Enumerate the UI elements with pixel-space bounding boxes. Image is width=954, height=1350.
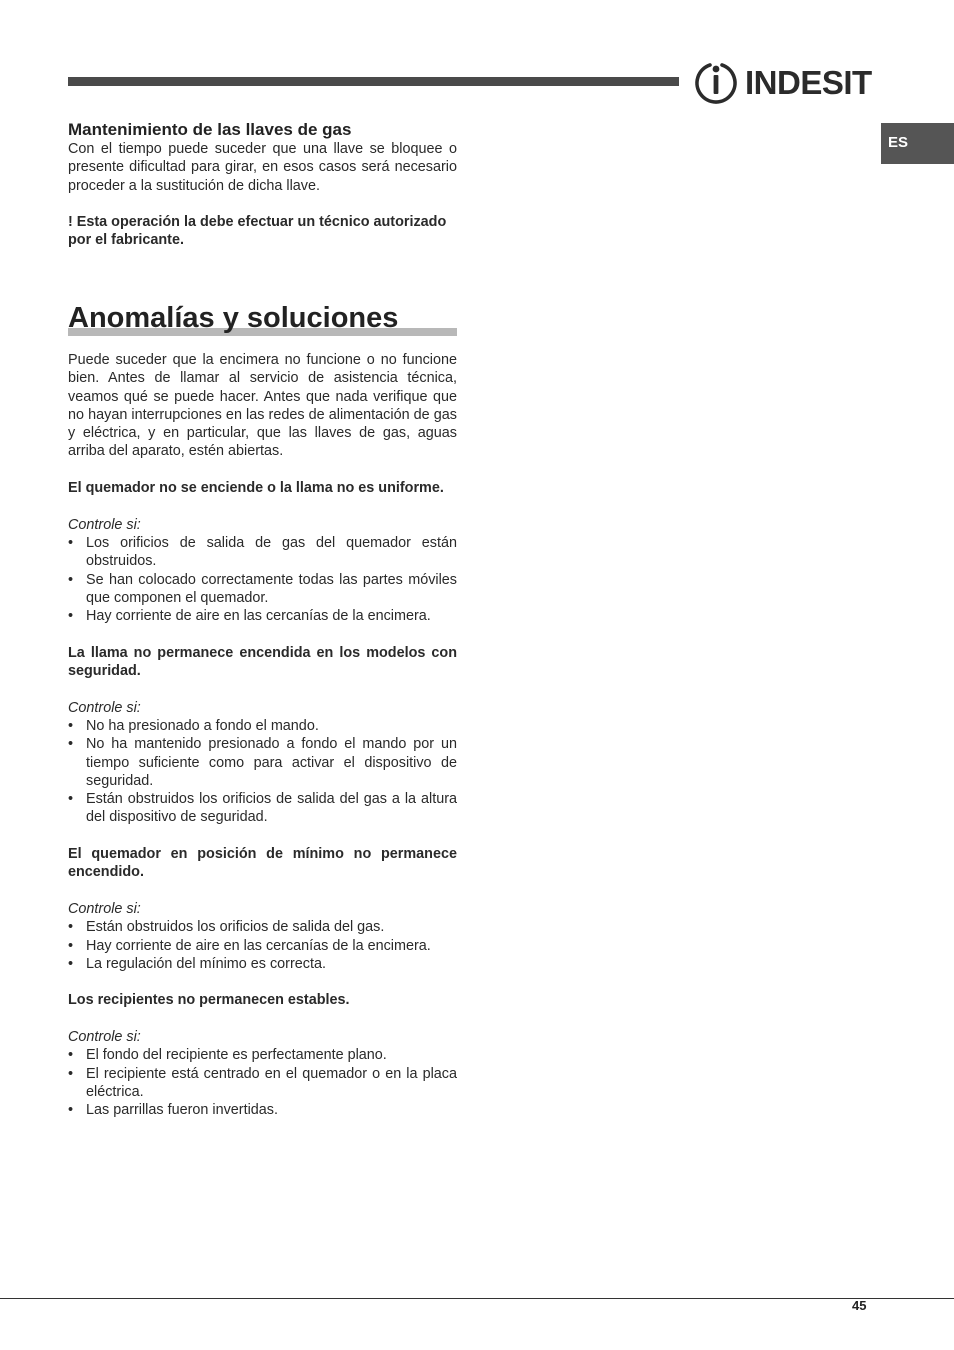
brand-name: INDESIT [745,63,872,101]
indesit-logo-icon [693,59,739,105]
check-item: • Las parrillas fueron invertidas. [68,1101,457,1119]
troubleshooting-section [68,351,457,1119]
check-list [68,918,457,973]
check-list [68,534,457,625]
check-label: Controle si: [68,699,141,716]
problem-title: El quemador en posición de mínimo no permanece encendido. [68,846,457,881]
problem-block [68,991,457,1119]
problem-block [68,644,457,827]
check-item: • Están obstruidos los orificios de salida del gas. [68,918,457,936]
page-number: 45 [852,1298,867,1313]
check-label: Controle si: [68,900,141,917]
problem-title: El quemador no se enciende o la llama no es uniforme. [68,480,444,497]
check-item: • La regulación del mínimo es correcta. [68,955,457,973]
check-item: • El recipiente está centrado en el quemador o en la placa eléctrica. [68,1065,457,1102]
check-label: Controle si: [68,516,141,533]
check-item: • Hay corriente de aire en las cercanías de la encimera. [68,937,457,955]
troubleshooting-intro: Puede suceder que la encimera no funcione o no funcione bien. Antes de llamar al servicio de asistencia técnica, veamos qué se puede hacer. Antes que nada verifique que no hayan interrupciones en las redes de alimentación de gas y eléctrica, y en particular, que las llaves de gas, aguas arriba del aparato, estén abiertas. [68,352,457,460]
check-label: Controle si: [68,1028,141,1045]
check-item: • Hay corriente de aire en las cercanías de la encimera. [68,607,457,625]
troubleshooting-heading: Anomalías y soluciones [68,302,399,334]
maintenance-section [68,140,457,250]
maintenance-warning: ! Esta operación la debe efectuar un técnico autorizado por el fabricante. [68,214,447,249]
brand-logo [693,58,872,106]
check-item: • El fondo del recipiente es perfectamente plano. [68,1046,457,1064]
problem-title: La llama no permanece encendida en los modelos con seguridad. [68,644,457,680]
check-list [68,1046,457,1119]
check-item: • No ha mantenido presionado a fondo el mando por un tiempo suficiente como para activar el dispositivo de seguridad. [68,735,457,790]
check-item: • Los orificios de salida de gas del quemador están obstruidos. [68,534,457,571]
maintenance-body: Con el tiempo puede suceder que una llave se bloquee o presente dificultad para girar, en esos casos será necesario proceder a la sustitución de dicha llave. [68,141,457,194]
header-rule [68,77,679,86]
check-item: • Se han colocado correctamente todas las partes móviles que componen el quemador. [68,571,457,608]
footer-rule [0,1298,954,1299]
problem-block [68,479,457,625]
problem-block [68,845,457,973]
maintenance-heading: Mantenimiento de las llaves de gas [68,120,352,139]
check-item: • Están obstruidos los orificios de salida del gas a la altura del dispositivo de seguridad. [68,790,457,827]
problem-title: Los recipientes no permanecen estables. [68,992,350,1009]
language-tab: ES [881,123,954,164]
check-item: • No ha presionado a fondo el mando. [68,717,457,735]
check-list [68,717,457,827]
